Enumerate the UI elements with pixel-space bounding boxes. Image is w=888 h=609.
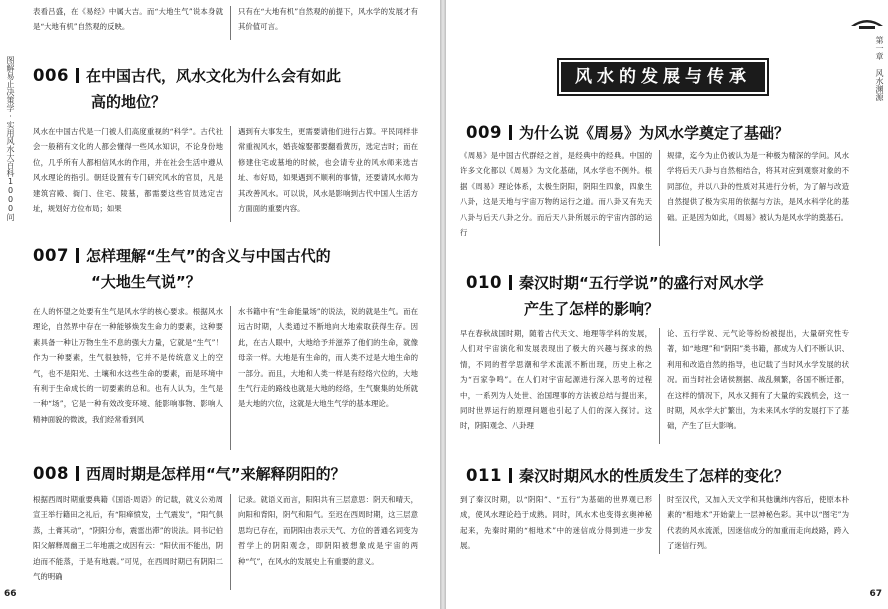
q006-number: 006 [33,66,69,85]
column-divider [230,306,231,450]
q011-heading [466,463,789,489]
left-page-number: 66 [4,589,17,599]
q006-title-line1: 在中国古代，风水文化为什么会有如此 [85,67,341,85]
q008-heading [33,461,346,487]
chapter-banner: 风水的发展与传承 [557,58,769,96]
q009-title-line1: 为什么说《周易》为风水学奠定了基础？ [518,124,789,142]
q006-heading [33,63,341,115]
heading-bar [509,275,512,290]
heading-bar [76,68,79,83]
column-divider [659,328,660,444]
heading-bar [76,248,79,263]
top-left-text: 表看吕盛，在《易经》中属大吉。而“大地生气”说本身就是“大地有机”自然观的反映。 [33,7,223,32]
q009-number: 009 [466,123,502,142]
pagoda-roof-icon [850,16,884,30]
q010-number: 010 [466,273,502,292]
q009-col1: 《周易》是中国古代群经之首，是经典中的经典。中国的许多文化都以《周易》为文化基础，风水学也不例外。根据《周易》理论体系，太极生阴阳，阴阳生四象，四象生八卦，这是天地与宇宙万物的运行之道。而八卦又有先天八卦与后天八卦之分。而后天八卦所展示的宇宙内部的运行 [460,151,652,238]
column-divider [230,126,231,222]
q008-number: 008 [33,464,69,483]
q007-title-line2: “大地生气说”？ [91,273,201,291]
q011-col1: 到了秦汉时期，以“阴阳”、“五行”为基础的世界观已形成，使风水理论趋于成熟。同时，风水术也变得玄奥神秘起来，先秦时期的“相地术”中的迷信成分得到进一步发展。 [460,495,652,551]
q007-col1: 在人的怀望之处要有生气是风水学的核心要求。根据风水理论，自然界中存在一种能够焕发生命力的要素，这种要素具备一种让万物生生不息的强大力量，它就是“生气”！作为一种要素，生气很独特，它并不是传统意义上的空气，也不是阳光、土壤和水这些生命的要素，而是环境中有利于生命成长的一切要素的总和。也有人认为，生气是一种“场”，它是一种有效改变环境、能影响事物、影响人精神面貌的微波，我们经常看到风 [33,307,223,424]
q007-title-line1: 怎样理解“生气”的含义与中国古代的 [85,247,331,265]
q006-col2: 遇到有大事发生，更需要请他们进行占算。平民同样非常重视风水，婚丧嫁娶都要翻看黄历，选定吉时；而在修建住宅或墓地的时候，也会请专业的风水师来选吉址、布好局，如果遇到不顺利的事情，还要请风水师为其改善风水。可以说，风水是影响到古代中国人生活方方面面的重要内容。 [238,127,418,214]
heading-bar [509,125,512,140]
heading-bar [76,466,79,481]
q008-col2: 记录。就语义而言，阳阳共有三层意思：阴天和晴天，向阳和背阳，阴气和阳气。至迟在西周时期，这三层意思均已存在，而阴阳由表示天气、方位的普通名词变为哲学上的阴阳观念，即阴阳被想象成是宇宙的两种“气”，在风水的发展史上有重要的意义。 [238,495,418,566]
q011-col2: 时至汉代，又加入天文学和其他谶纬内容后，使原本朴素的“相地术”开始蒙上一层神秘色彩。其中以“图宅”为代表的风水流派，因迷信成分的加重而走向歧路，跨入了迷信行列。 [667,495,849,551]
right-page-number: 67 [869,589,882,599]
left-page [0,0,440,609]
q010-heading [466,270,764,322]
left-side-tab: 图解易止决策学·实用风水大百科1000问 [6,56,15,221]
q010-col2: 论、五行学说、元气论等纷纷被提出，大量研究性专著，如“地理”和“阴阳”类书籍，都成为人们不断认识、利用和改造自然的指导，也记载了当时风水学发展的状况。而当时社会诸侯割据、战乱频繁，各国不断迁都，在这样的情况下，风水又拥有了大量的实践机会，这一时期，风水学大扩繁出，为未来风水学的发展打下了基础，产生了巨大影响。 [667,329,849,431]
q007-col2: 水书籍中有“生命能量场”的说法，说的就是生气。而在远古时期，人类通过不断地向大地索取获得生存。因此，在古人眼中，大地给予并滋养了他们的生命，就像母亲一样。大地是有生命的，而人类不过是大地生命的一部分。而且，大地和人类一样是有经络穴位的，大地生气行走的路线也就是大地的经络，生气聚集的处所就是大地的穴位，这就是大地生气学的基本理论。 [238,307,418,409]
column-divider [230,6,231,40]
heading-bar [509,468,512,483]
q010-title-line2: 产生了怎样的影响？ [524,300,660,318]
q007-heading [33,243,331,295]
q007-number: 007 [33,246,69,265]
right-side-tab: 第一章 风水渊源 [875,36,884,101]
q011-number: 011 [466,466,502,485]
right-page [446,0,888,609]
q011-title-line1: 秦汉时期风水的性质发生了怎样的变化？ [518,467,789,485]
column-divider [230,494,231,590]
q008-title-line1: 西周时期是怎样用“气”来解释阴阳的？ [85,465,346,483]
column-divider [659,150,660,246]
q010-col1: 早在春秋战国时期，随着古代天文、地理等学科的发展，人们对宇宙演化和发展表现出了极大的兴趣与探求的热情，不同的哲学思潮和学术流派不断出现，历史上称之为“百家争鸣”。在人们对宇宙起源进行深入思考的过程中，一系列为人处世、治国理事的方法被总结与提出来，同时世界运行的原理问题也引起了人们的深入探讨。这时，阴阳观念、八卦理 [460,329,652,431]
top-right-text: 只有在“大地有机”自然观的前提下，风水学的发展才有其价值可言。 [238,7,418,32]
q009-col2: 规律，迄今为止仍被认为是一种极为精深的学问。风水学将后天八卦与自然相结合，将其对应到观察对象的不同部位，并以八卦的性质对其进行分析，为了解与改造自然提供了极为实用的依据与方法，是风水科学化的基础。正是因为如此，《周易》被认为是风水学的奠基石。 [667,151,849,222]
q006-col1: 风水在中国古代是一门被人们高度重视的“科学”。古代社会一般稍有文化的人都会懂得一些风水知识，不论身份地位，几乎所有人都相信风水的作用，并在社会生活中遵从风水理论的指引。朝廷设置有专门研究风水的官员，凡是建筑宫殿、衙门、住宅、陵墓，都需要这些官员选定吉址，规划好方位布局；如果 [33,127,223,214]
q009-heading [466,120,789,146]
q006-title-line2: 高的地位？ [91,93,167,111]
q010-title-line1: 秦汉时期“五行学说”的盛行对风水学 [518,274,764,292]
column-divider [659,494,660,554]
q008-col1: 根据西周时期重要典籍《国语·周语》的记载，就义公劝周宣王举行籍田之礼后，有“阳瘅愤发，土气震发”，“阳气俱蒸，土膏其动”，“阴阳分布，震雷出滞”的说法。同书记伯阳父解释周幽王二年地震之成因有云：“阳伏而不能出，阴迫而不能蒸，于是有地震。”可见，在西周时期已有阴阳二气的明确 [33,495,223,582]
